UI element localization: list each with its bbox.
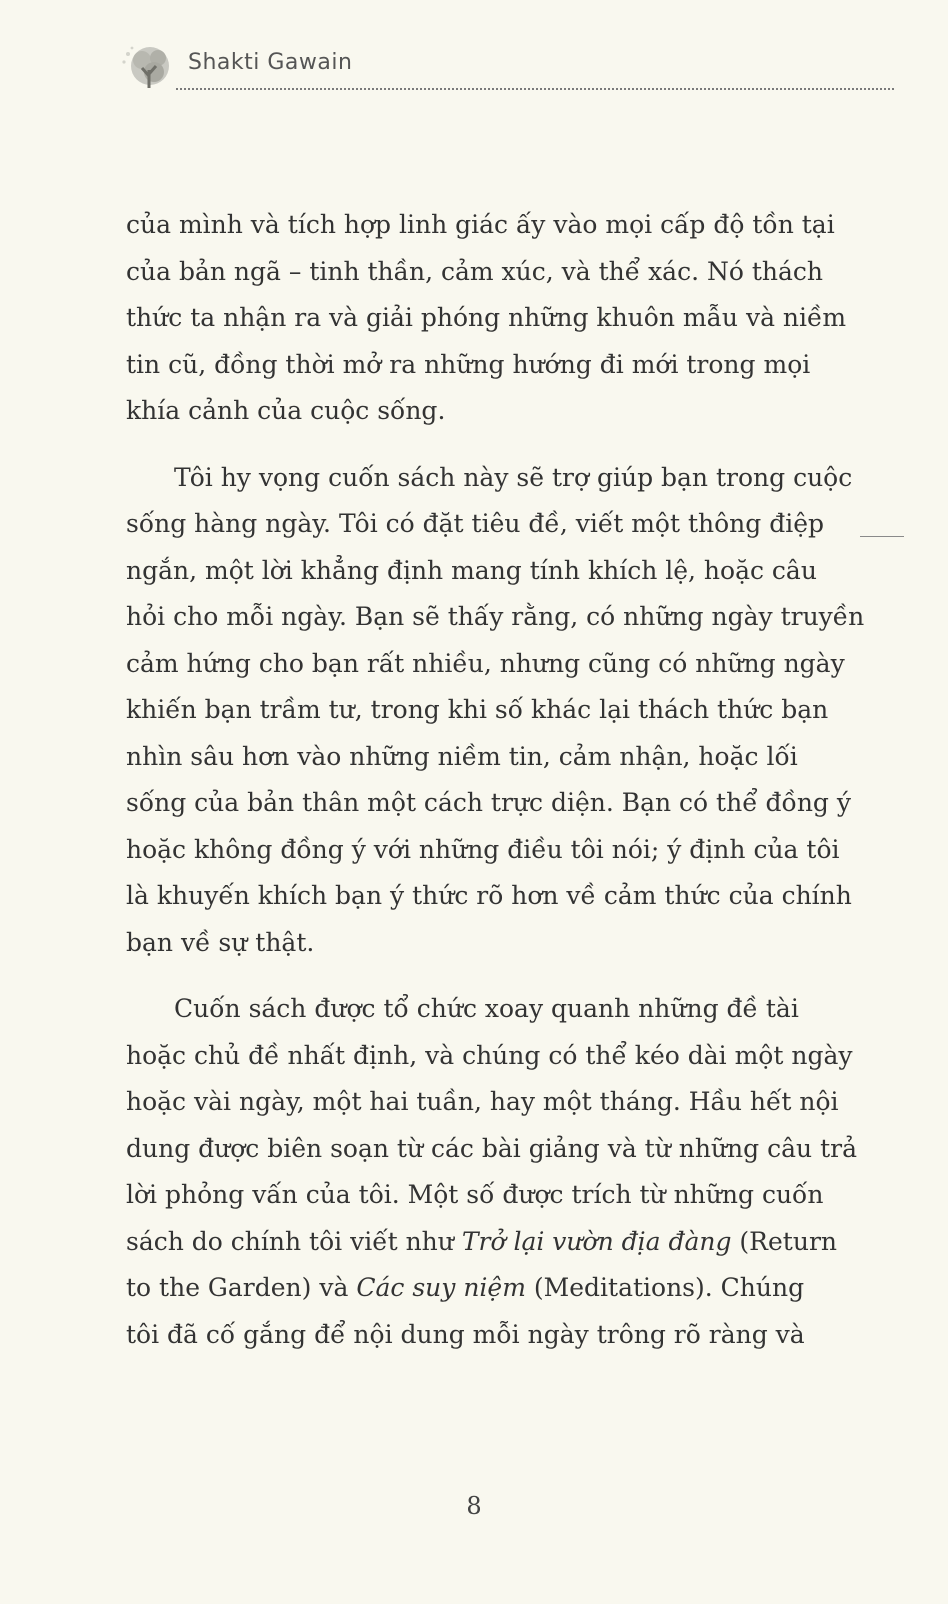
paragraph-3 (126, 986, 868, 1358)
header-dotted-rule (176, 88, 894, 90)
text-line: sống hàng ngày. Tôi có đặt tiêu đề, viết một thông điệp (126, 509, 824, 538)
text-line: tin cũ, đồng thời mở ra những hướng đi mới trong mọi (126, 349, 811, 379)
text-line: Tôi hy vọng cuốn sách này sẽ trợ giúp bạn trong cuộc (174, 462, 853, 492)
text-line: sống của bản thân một cách trực diện. Bạn có thể đồng ý (126, 788, 851, 817)
tree-logo-icon (116, 42, 184, 92)
text-line: tôi đã cố gắng để nội dung mỗi ngày trông rõ ràng và (126, 1319, 805, 1349)
text-line: là khuyến khích bạn ý thức rõ hơn về cảm thức của chính (126, 881, 852, 910)
text-line: của bản ngã – tinh thần, cảm xúc, và thể xác. Nó thách (126, 256, 823, 286)
text-line: hỏi cho mỗi ngày. Bạn sẽ thấy rằng, có những ngày truyền (126, 602, 865, 631)
text-line: nhìn sâu hơn vào những niềm tin, cảm nhận, hoặc lối (126, 741, 798, 771)
body-text (126, 202, 868, 1358)
running-header (116, 42, 896, 98)
text-run: (Meditations). Chúng (525, 1273, 805, 1302)
text-line: khiến bạn trầm tư, trong khi số khác lại thách thức bạn (126, 695, 829, 724)
text-line: của mình và tích hợp linh giác ấy vào mọi cấp độ tồn tại (126, 210, 835, 239)
text-line: thức ta nhận ra và giải phóng những khuôn mẫu và niềm (126, 303, 847, 332)
text-line (126, 1219, 868, 1266)
text-line: cảm hứng cho bạn rất nhiều, nhưng cũng có những ngày (126, 648, 845, 678)
text-line: khía cảnh của cuộc sống. (126, 396, 446, 425)
text-line: hoặc không đồng ý với những điều tôi nói; ý định của tôi (126, 834, 840, 864)
text-run: (Return (731, 1226, 838, 1256)
text-line: bạn về sự thật. (126, 927, 315, 957)
page-number: 8 (466, 1492, 482, 1520)
paragraph-1 (126, 202, 868, 435)
text-line: hoặc vài ngày, một hai tuần, hay một tháng. Hầu hết nội (126, 1087, 839, 1116)
paragraph-2 (126, 455, 868, 967)
text-line: dung được biên soạn từ các bài giảng và từ những câu trả (126, 1133, 857, 1163)
book-title-italic: Các suy niệm (356, 1273, 526, 1302)
author-name: Shakti Gawain (188, 50, 353, 75)
text-line: lời phỏng vấn của tôi. Một số được trích từ những cuốn (126, 1180, 824, 1209)
book-title-italic: Trở lại vườn địa đàng (461, 1226, 732, 1256)
text-line: ngắn, một lời khẳng định mang tính khích lệ, hoặc câu (126, 555, 817, 585)
text-run: to the Garden) và (126, 1273, 357, 1302)
text-line: Cuốn sách được tổ chức xoay quanh những đề tài (174, 994, 799, 1023)
text-line: hoặc chủ đề nhất định, và chúng có thể kéo dài một ngày (126, 1040, 853, 1070)
text-line (126, 1265, 868, 1312)
text-run: sách do chính tôi viết như (126, 1226, 462, 1256)
